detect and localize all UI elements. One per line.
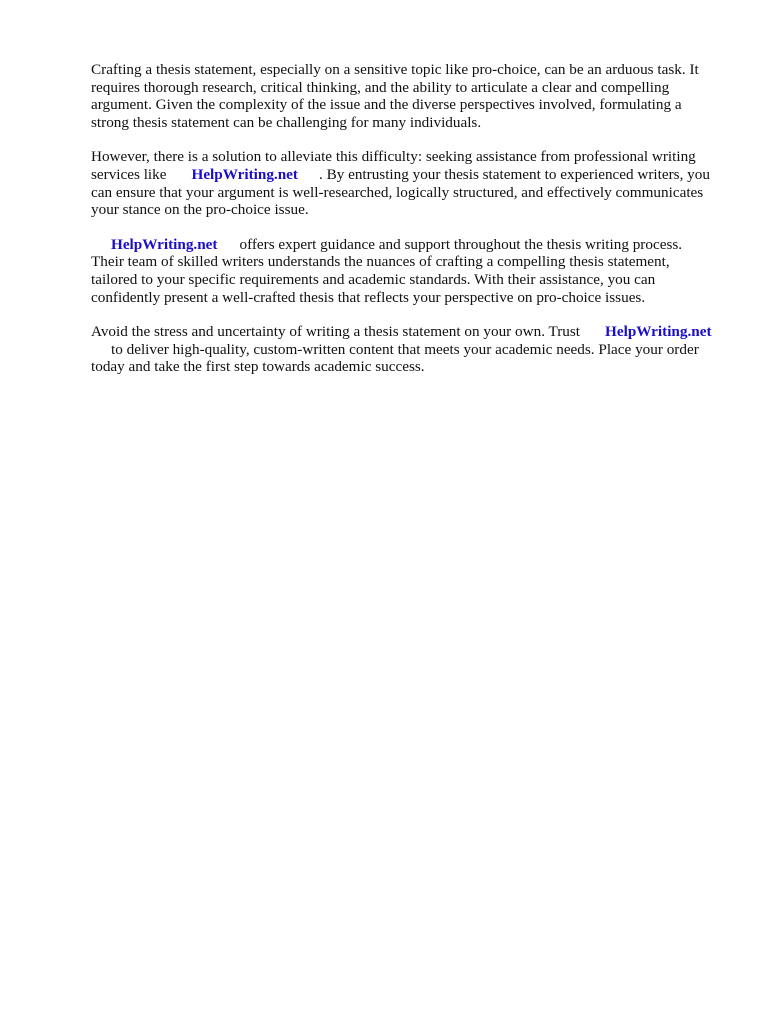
helpwriting-link-1[interactable]: HelpWriting.net (191, 165, 298, 183)
helpwriting-link-2[interactable]: HelpWriting.net (111, 235, 218, 253)
text-line: requires thorough research, critical thinking, and the ability to articulate a clear and compelling (91, 78, 670, 96)
text-line (91, 341, 731, 359)
text-fragment: Avoid the stress and uncertainty of writing a thesis statement on your own. Trust (91, 323, 581, 341)
text-line-with-link (91, 323, 731, 341)
text-line: your stance on the pro-choice issue. (91, 201, 309, 219)
text-line: Their team of skilled writers understands the nuances of crafting a compelling thesis statement, (91, 253, 670, 271)
document-body (91, 61, 731, 393)
text-line: strong thesis statement can be challenging for many individuals. (91, 113, 482, 131)
text-line-with-link (91, 166, 731, 184)
text-line-with-link (91, 236, 731, 254)
text-fragment: services like (91, 165, 167, 183)
paragraph-offer (91, 236, 731, 306)
text-fragment: . By entrusting your thesis statement to experienced writers, you (318, 165, 710, 183)
text-fragment: to deliver high-quality, custom-written content that meets your academic needs. Place your order (111, 340, 699, 358)
text-line: Crafting a thesis statement, especially on a sensitive topic like pro-choice, can be an arduous task. It (91, 61, 699, 78)
helpwriting-link-3[interactable]: HelpWriting.net (605, 323, 712, 341)
text-line: can ensure that your argument is well-researched, logically structured, and effectively communicates (91, 183, 704, 201)
text-line: However, there is a solution to alleviate this difficulty: seeking assistance from professional writing (91, 148, 696, 166)
text-line: tailored to your specific requirements and academic standards. With their assistance, you can (91, 270, 656, 288)
paragraph-solution (91, 148, 731, 218)
text-fragment: offers expert guidance and support throughout the thesis writing process. (239, 235, 683, 253)
text-line: confidently present a well-crafted thesis that reflects your perspective on pro-choice issues. (91, 288, 646, 306)
text-line: today and take the first step towards academic success. (91, 358, 425, 376)
paragraph-call-to-action (91, 323, 731, 376)
text-line: argument. Given the complexity of the issue and the diverse perspectives involved, formulating a (91, 96, 682, 114)
paragraph-intro (91, 61, 731, 131)
